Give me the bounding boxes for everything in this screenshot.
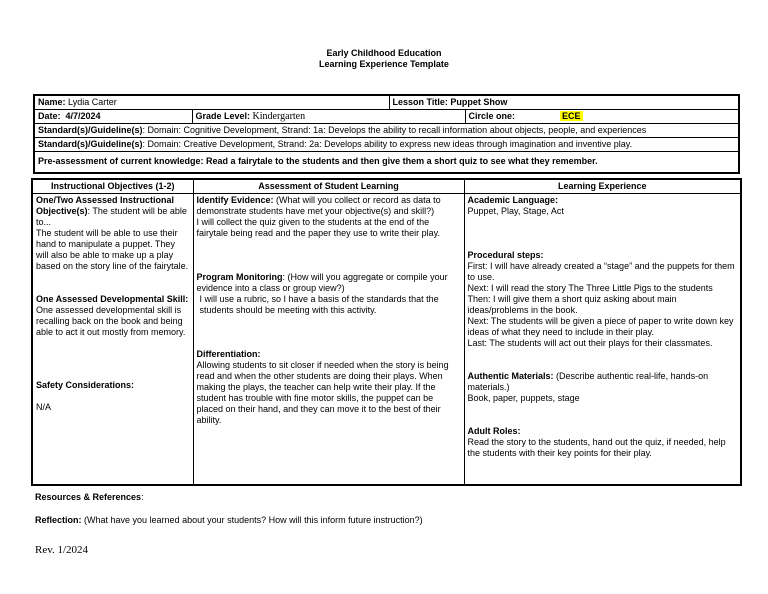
experience-cell xyxy=(464,194,741,486)
preassessment-row: Pre-assessment of current knowledge: Read a fairytale to the students and then give them a short quiz to see what they remember. xyxy=(34,152,739,174)
evidence-text: I will collect the quiz given to the students at the end of the fairytale being read and the paper they use to write their play. xyxy=(196,217,440,238)
academic-language-text: Puppet, Play, Stage, Act xyxy=(467,206,564,216)
document-title: Early Childhood Education xyxy=(326,48,442,58)
revision-note: Rev. 1/2024 xyxy=(35,544,89,556)
lesson-title-cell: Lesson Title: Puppet Show xyxy=(389,95,739,110)
procedural-step-3: Then: I will give them a short quiz asking about main ideas/problems in the book. xyxy=(467,294,677,315)
differentiation-title: Differentiation: xyxy=(196,349,261,359)
col-header-objectives: Instructional Objectives (1-2) xyxy=(32,179,193,194)
circle-one-cell: Circle one: ECE xyxy=(465,110,739,124)
learning-grid xyxy=(31,178,742,486)
assessment-cell xyxy=(193,194,464,486)
safety-text: N/A xyxy=(36,402,52,412)
procedural-step-2: Next: I will read the story The Three Little Pigs to the students xyxy=(467,283,713,293)
procedural-step-5: Last: The students will act out their plays for their classmates. xyxy=(467,338,713,348)
date-cell: Date: 4/7/2024 xyxy=(34,110,192,124)
resources-references: Resources & References: xyxy=(35,492,144,502)
objectives-cell xyxy=(32,194,193,486)
name-cell: Name: Lydia Carter xyxy=(34,95,389,110)
procedural-step-1: First: I will have already created a “stage” and the puppets for them to use. xyxy=(467,261,735,282)
lesson-title-value: Puppet Show xyxy=(450,97,508,107)
grade-level-value: Kindergarten xyxy=(252,111,306,122)
differentiation-text: Allowing students to sit closer if needed when the story is being read and when the other students are doing their plays. When making the plays, the teacher can help write their play. If the student has trouble with fine motor skills, the puppet can be placed on their hand, and they can move it to the best of their ability. xyxy=(196,360,449,425)
developmental-skill-text: One assessed developmental skill is recalling back on the book and being able to act it out mostly from memory. xyxy=(36,305,186,337)
procedural-step-4: Next: The students will be given a piece of paper to write down key ideas of what they need to include in their play. xyxy=(467,316,734,337)
monitoring-text: I will use a rubric, so I have a basis of the standards that the students should be meeting with this activity. xyxy=(199,294,439,315)
monitoring-block: Program Monitoring: (How will you aggregate or compile your evidence into a class or group view?) xyxy=(196,272,448,293)
grade-level-cell: Grade Level: Kindergarten xyxy=(192,110,465,124)
name-value: Lydia Carter xyxy=(68,97,117,107)
adult-roles-title: Adult Roles: xyxy=(467,426,521,436)
evidence-block: Identify Evidence: (What will you collect or record as data to demonstrate students have met your objective(s) and skill?) xyxy=(196,195,441,216)
standard-row-2: Standard(s)/Guideline(s): Domain: Creative Development, Strand: 2a: Develops ability to express new ideas through imagination and inventive play. xyxy=(34,138,739,152)
info-table xyxy=(33,94,740,174)
standard-row-1: Standard(s)/Guideline(s): Domain: Cognitive Development, Strand: 1a: Develops the ability to recall information about objects, people, and experiences xyxy=(34,124,739,138)
col-header-assessment: Assessment of Student Learning xyxy=(193,179,464,194)
objectives-text: The student will be able to use their hand to manipulate a puppet. They will also be able to make up a play based on the story line of the fairytale. xyxy=(36,228,189,271)
safety-title: Safety Considerations: xyxy=(36,380,135,390)
adult-roles-text: Read the story to the students, hand out the quiz, if needed, help the students with their key points for their play. xyxy=(467,437,726,458)
date-value: 4/7/2024 xyxy=(65,111,101,121)
col-header-experience: Learning Experience xyxy=(464,179,741,194)
developmental-skill-title: One Assessed Developmental Skill: xyxy=(36,294,189,304)
authentic-materials-block: Authentic Materials: (Describe authentic real-life, hands-on materials.) xyxy=(467,371,709,392)
procedural-steps-title: Procedural steps: xyxy=(467,250,544,260)
circle-one-value: ECE xyxy=(562,111,581,121)
document-subtitle: Learning Experience Template xyxy=(319,59,449,69)
reflection: Reflection: (What have you learned about your students? How will this inform future instruction?) xyxy=(35,515,423,525)
objectives-block: One/Two Assessed Instructional Objective(s): The student will be able to... xyxy=(36,195,187,227)
authentic-materials-text: Book, paper, puppets, stage xyxy=(467,393,580,403)
academic-language-title: Academic Language: xyxy=(467,195,559,205)
